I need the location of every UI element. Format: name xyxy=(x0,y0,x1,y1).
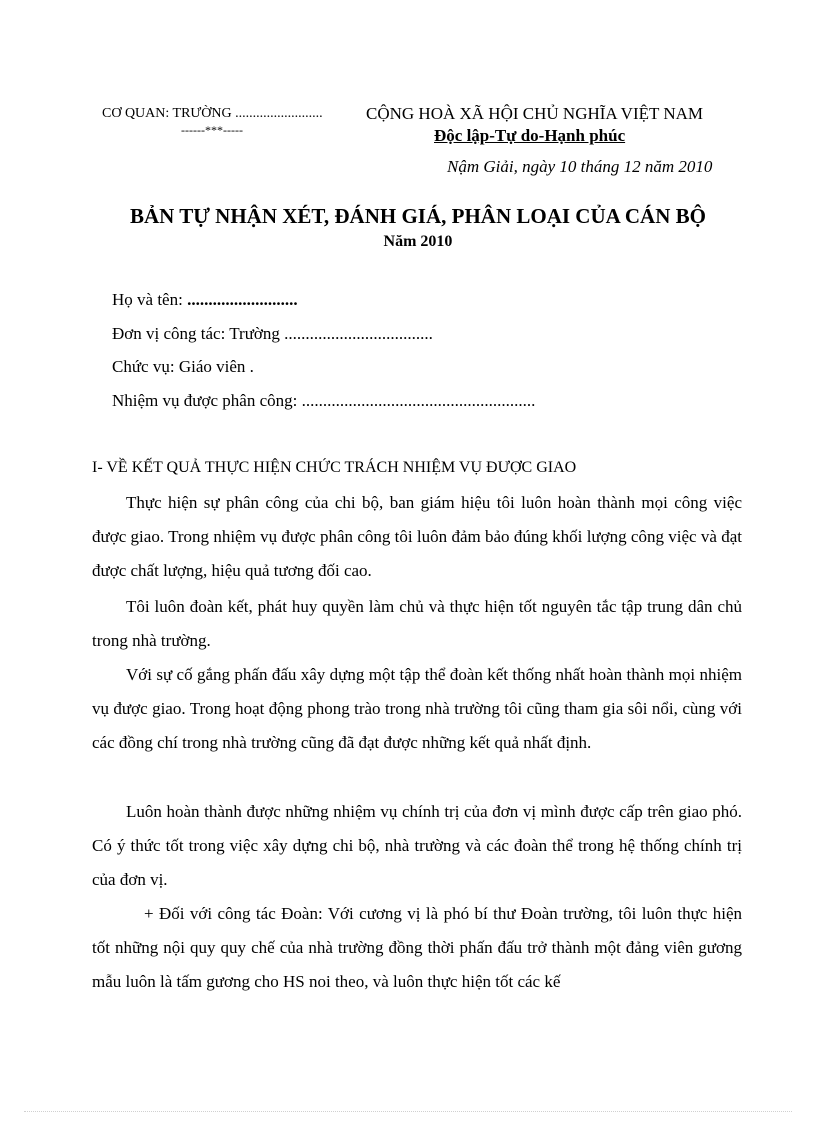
nation-name: CỘNG HOÀ XÃ HỘI CHỦ NGHĨA VIỆT NAM xyxy=(366,104,704,123)
place-date-line: Nậm Giải, ngày 10 tháng 12 năm 2010 xyxy=(447,157,713,176)
task-value: ....................................................... xyxy=(301,391,536,410)
paragraph-3: Với sự cố gắng phấn đấu xây dựng một tập thể đoàn kết thống nhất hoàn thành mọi nhiệm vụ được giao. Trong hoạt động phong trào trong nhà trường tôi cũng tham gia sôi nổi, cùng với các đồng chí trong nhà trường cũng đã đạt được những kết quả nhất định. xyxy=(92,665,742,752)
paragraph-1: Thực hiện sự phân công của chi bộ, ban giám hiệu tôi luôn hoàn thành mọi công việc được giao. Trong nhiệm vụ được phân công tôi luôn đảm bảo đúng khối lượng công việc và đạt được chất lượng, hiệu quả tương đối cao. xyxy=(92,493,742,580)
document-year: Năm 2010 xyxy=(383,233,453,250)
name-value: .......................... xyxy=(187,290,298,309)
page-bottom-divider xyxy=(24,1111,792,1112)
national-motto: Độc lập-Tự do-Hạnh phúc xyxy=(434,126,626,145)
name-label: Họ và tên: xyxy=(112,290,188,309)
task-label: Nhiệm vụ được phân công: xyxy=(112,391,302,410)
agency-name: CƠ QUAN: TRƯỜNG ......................... xyxy=(102,106,323,121)
task-field xyxy=(112,391,535,411)
unit-field xyxy=(112,324,433,344)
unit-label: Đơn vị công tác: Trường xyxy=(112,324,285,343)
name-field xyxy=(112,290,298,310)
paragraph-2: Tôi luôn đoàn kết, phát huy quyền làm chủ và thực hiện tốt nguyên tắc tập trung dân chủ trong nhà trường. xyxy=(92,597,742,650)
agency-separator: ------***----- xyxy=(181,123,243,137)
paragraph-4: Luôn hoàn thành được những nhiệm vụ chính trị của đơn vị mình được cấp trên giao phó. Có ý thức tốt trong việc xây dựng chi bộ, nhà trường và các đoàn thể trong hệ thống chính trị của đơn vị. xyxy=(92,802,742,889)
section-heading: I- VỀ KẾT QUẢ THỰC HIỆN CHỨC TRÁCH NHIỆM VỤ ĐƯỢC GIAO xyxy=(92,459,577,476)
unit-value: ................................... xyxy=(284,324,433,343)
document-title: BẢN TỰ NHẬN XÉT, ĐÁNH GIÁ, PHÂN LOẠI CỦA CÁN BỘ xyxy=(130,204,706,228)
position-field: Chức vụ: Giáo viên . xyxy=(112,357,254,376)
paragraph-5: + Đối với công tác Đoàn: Với cương vị là phó bí thư Đoàn trường, tôi luôn thực hiện tốt những nội quy quy chế của nhà trường đồng thời phấn đấu trở thành một đảng viên gương mẫu luôn là tấm gương cho HS noi theo, và luôn thực hiện tốt các kế xyxy=(92,904,742,991)
